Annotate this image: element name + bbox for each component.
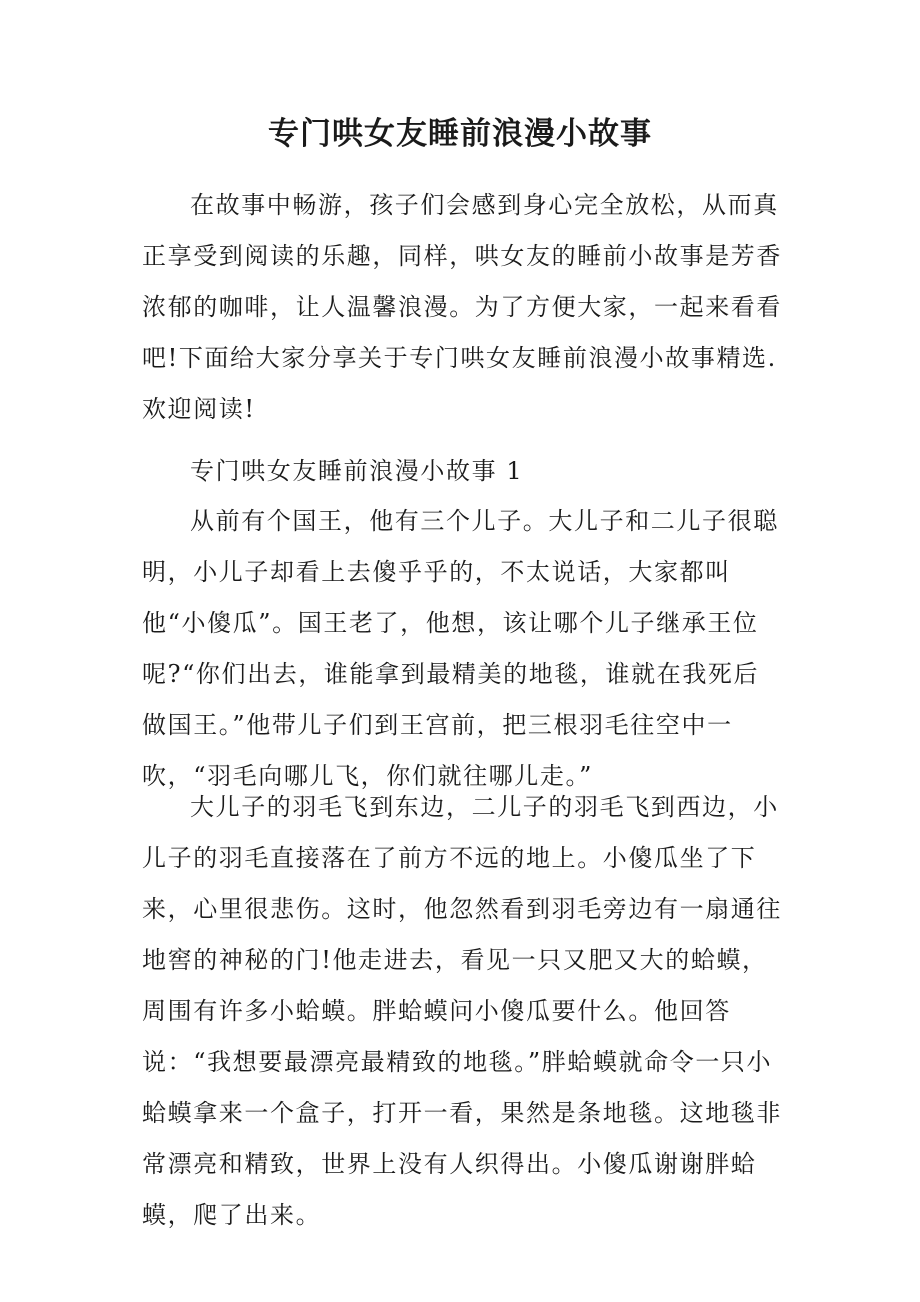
story-paragraph-2: 大儿子的羽毛飞到东边，二儿子的羽毛飞到西边，小儿子的羽毛直接落在了前方不远的地上。小傻瓜坐了下来，心里很悲伤。这时，他忽然看到羽毛旁边有一扇通往地窖的神秘的门!他走进去，看见一只又肥又大的蛤蟆，周围有许多小蛤蟆。胖蛤蟆问小傻瓜要什么。他回答说：“我想要最漂亮最精致的地毯。”胖蛤蟆就命令一只小蛤蟆拿来一个盒子，打开一看，果然是条地毯。这地毯非常漂亮和精致，世界上没有人织得出。小傻瓜谢谢胖蛤蟆，爬了出来。 [142, 793, 782, 1229]
section-title: 专门哄女友睡前浪漫小故事 1 [190, 457, 524, 485]
document-title: 专门哄女友睡前浪漫小故事 [268, 116, 652, 152]
story-paragraph-1: 从前有个国王，他有三个儿子。大儿子和二儿子很聪明，小儿子却看上去傻乎乎的，不太说话，大家都叫他“小傻瓜”。国王老了，他想，该让哪个儿子继承王位呢?“你们出去，谁能拿到最精美的地毯，谁就在我死后做国王。”他带儿子们到王宫前，把三根羽毛往空中一吹，“羽毛向哪儿飞，你们就往哪儿走。” [142, 507, 779, 790]
intro-paragraph: 在故事中畅游，孩子们会感到身心完全放松，从而真正享受到阅读的乐趣，同样，哄女友的睡前小故事是芳香浓郁的咖啡，让人温馨浪漫。为了方便大家，一起来看看吧!下面给大家分享关于专门哄女友睡前浪漫小故事精选.欢迎阅读! [142, 191, 782, 423]
